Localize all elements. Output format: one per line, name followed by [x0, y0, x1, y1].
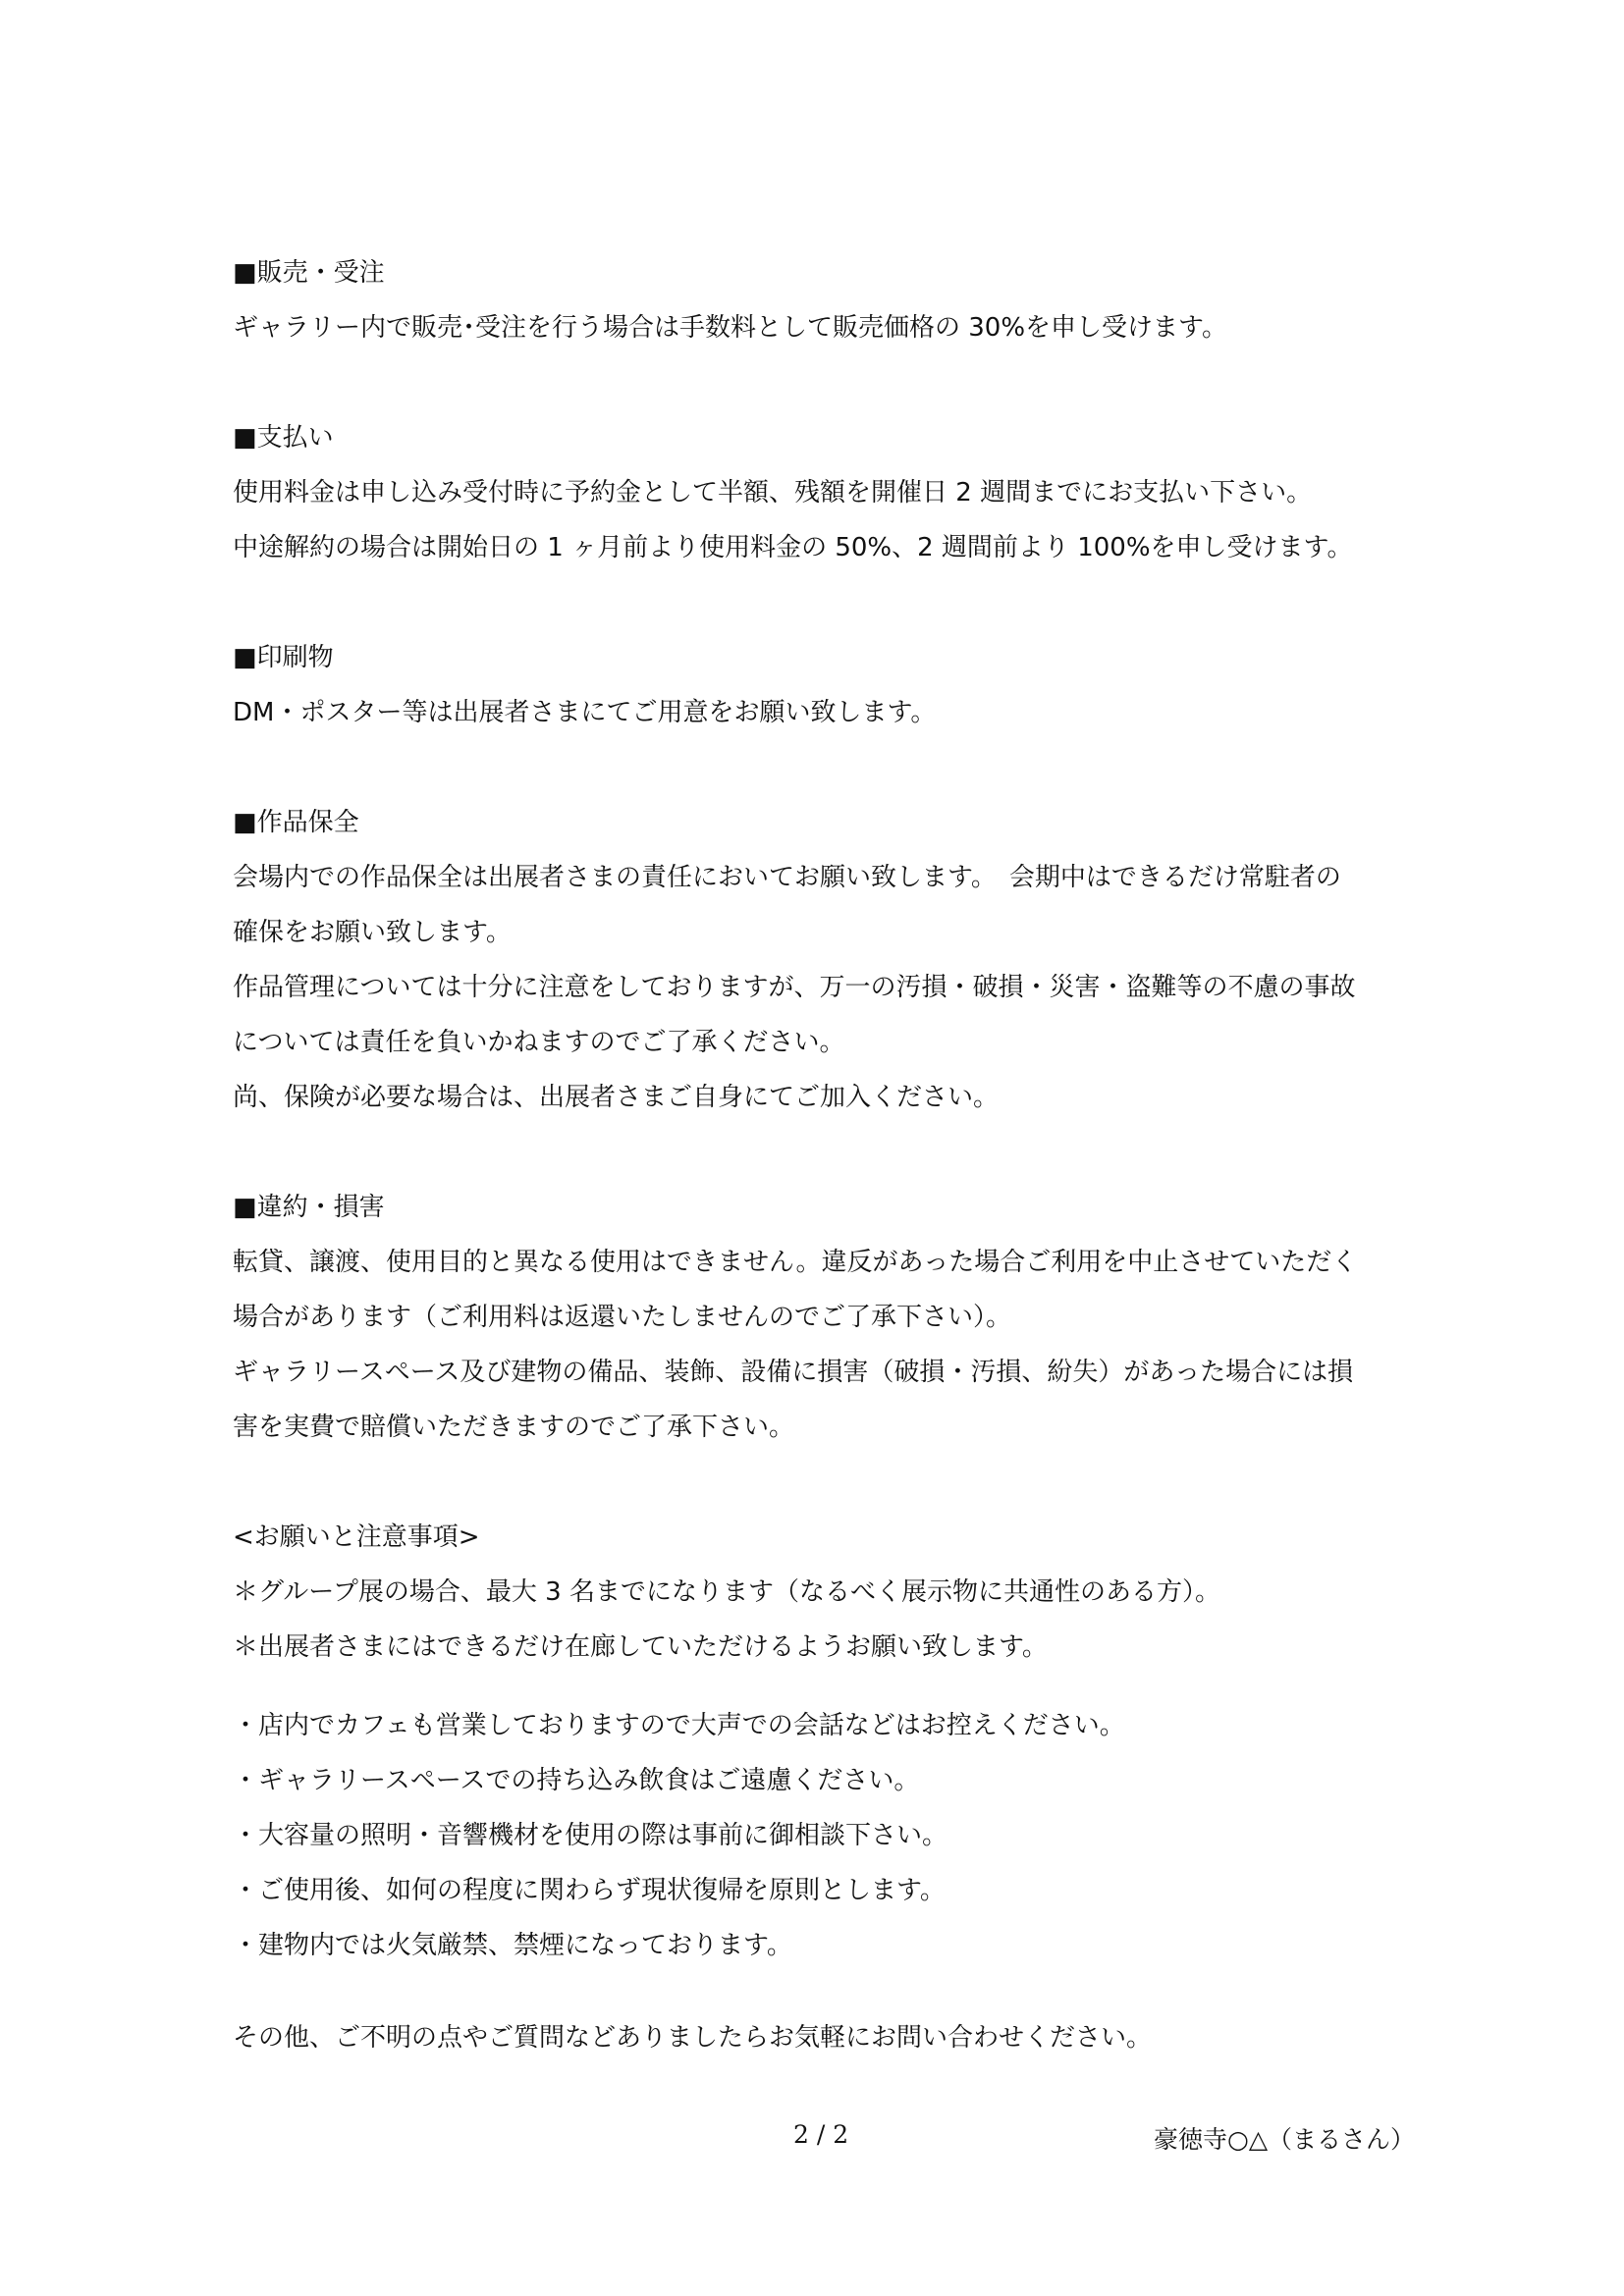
section-line: 作品管理については十分に注意をしておりますが、万一の汚損・破損・災害・盗難等の不慮の事故	[233, 973, 1356, 1002]
bullet-item: ・ギャラリースペースでの持ち込み飲食はご遠慮ください。	[233, 1766, 920, 1795]
section-line: については責任を負いかねますのでご了承ください。	[233, 1028, 845, 1057]
section-line: 確保をお願い致します。	[233, 918, 512, 947]
section-line: 場合があります（ご利用料は返還いたしませんのでご了承下さい）。	[233, 1303, 1012, 1332]
section-sales	[233, 245, 1440, 355]
section-line: DM・ポスター等は出展者さまにてご用意をお願い致します。	[233, 698, 937, 727]
section-line: 尚、保険が必要な場合は、出展者さまご自身にてご加入ください。	[233, 1083, 1000, 1112]
section-printed-materials	[233, 630, 1440, 740]
section-line: ギャラリースペース及び建物の備品、装飾、設備に損害（破損・汚損、紛失）があった場合には損	[233, 1358, 1354, 1387]
section-heading: ■販売・受注	[233, 258, 385, 288]
document-body	[233, 245, 1440, 2065]
section-payment	[233, 410, 1440, 575]
page-footer	[0, 2120, 1624, 2160]
notes-line: ＊出展者さまにはできるだけ在廊していただけるようお願い致します。	[233, 1632, 1048, 1662]
section-line: 中途解約の場合は開始日の 1 ヶ月前より使用料金の 50%、2 週間前より 100%を申し受けます。	[233, 533, 1353, 562]
notes-block	[233, 1510, 1440, 1675]
section-heading: ■印刷物	[233, 643, 334, 672]
bullet-item: ・建物内では火気厳禁、禁煙になっております。	[233, 1931, 792, 1960]
section-artwork-protection	[233, 795, 1440, 1125]
section-heading: ■違約・損害	[233, 1193, 385, 1222]
section-line: 害を実費で賠償いただきますのでご了承下さい。	[233, 1413, 795, 1442]
closing-text: その他、ご不明の点やご質問などありましたらお気軽にお問い合わせください。	[233, 2023, 1153, 2053]
section-line: 転貸、譲渡、使用目的と異なる使用はできません。違反があった場合ご利用を中止させていただく	[233, 1248, 1358, 1277]
page-number: 2 / 2	[793, 2120, 849, 2149]
section-line: 使用料金は申し込み受付時に予約金として半額、残額を開催日 2 週間までにお支払い下さい。	[233, 478, 1313, 507]
section-line: 会場内での作品保全は出展者さまの責任においてお願い致します。 会期中はできるだけ常駐者の	[233, 863, 1341, 892]
notes-heading: <お願いと注意事項>	[233, 1522, 480, 1552]
bullet-item: ・大容量の照明・音響機材を使用の際は事前に御相談下さい。	[233, 1821, 948, 1850]
bullet-item: ・店内でカフェも営業しておりますので大声での会話などはお控えください。	[233, 1711, 1125, 1740]
section-heading: ■作品保全	[233, 808, 359, 837]
bullet-list	[233, 1698, 1440, 1973]
section-violation-damage	[233, 1180, 1440, 1455]
author-name: 豪徳寺○△（まるさん）	[1154, 2125, 1416, 2154]
section-line: ギャラリー内で販売･受注を行う場合は手数料として販売価格の 30%を申し受けます。	[233, 313, 1227, 343]
notes-line: ＊グループ展の場合、最大 3 名までになります（なるべく展示物に共通性のある方）。	[233, 1577, 1220, 1607]
section-heading: ■支払い	[233, 423, 334, 453]
bullet-item: ・ご使用後、如何の程度に関わらず現状復帰を原則とします。	[233, 1876, 946, 1905]
